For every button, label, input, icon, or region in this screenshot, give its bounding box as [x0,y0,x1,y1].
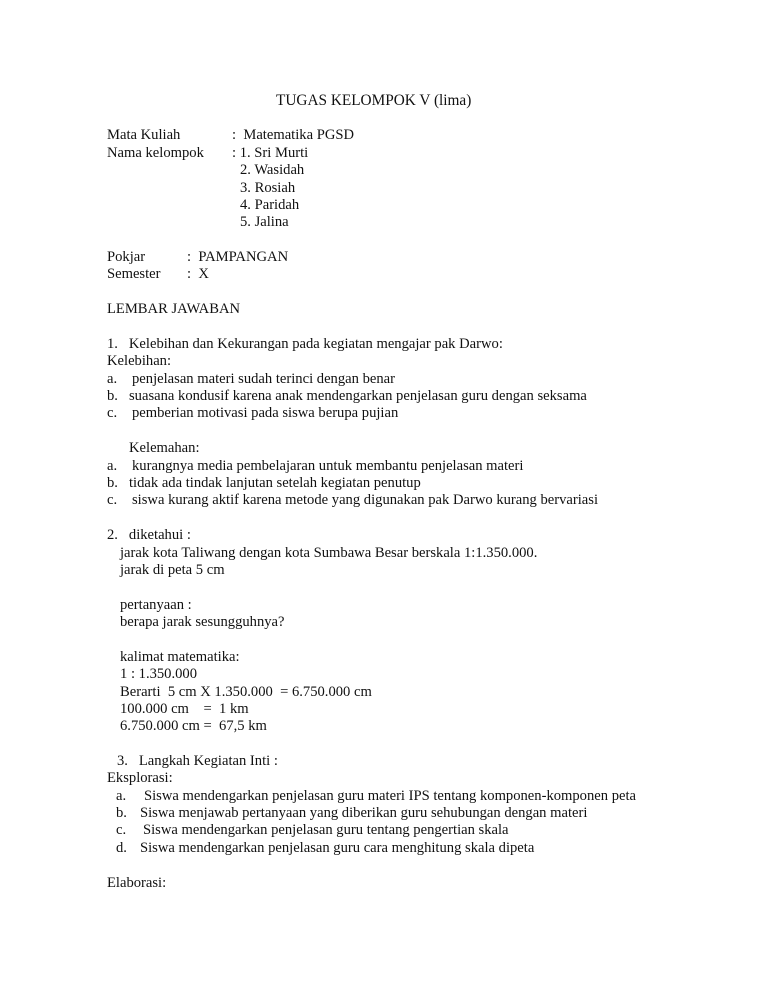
semester-label: Semester [107,266,161,282]
list-item: Siswa menjawab pertanyaan yang diberikan guru sehubungan dengan materi [140,805,588,821]
math-line: 6.750.000 cm = 67,5 km [120,718,267,734]
question-text: berapa jarak sesungguhnya? [120,614,285,630]
pokjar-label: Pokjar [107,249,146,265]
member-item: 4. Paridah [240,197,300,213]
list-item: suasana kondusif karena anak mendengarkan penjelasan guru dengan seksama [129,388,587,404]
pokjar-value: : PAMPANGAN [187,249,289,265]
list-item: siswa kurang aktif karena metode yang digunakan pak Darwo kurang bervariasi [132,492,599,508]
section-title: LEMBAR JAWABAN [107,301,241,317]
document-title: TUGAS KELOMPOK V (lima) [276,92,472,109]
list-item: Siswa mendengarkan penjelasan guru materi IPS tentang komponen-komponen peta [144,788,637,804]
math-line: Berarti 5 cm X 1.350.000 = 6.750.000 cm [120,684,372,700]
member-item: 5. Jalina [240,214,289,230]
known-line: jarak di peta 5 cm [120,562,225,578]
kelebihan-label: Kelebihan: [107,353,172,369]
elaborasi-label: Elaborasi: [107,875,167,891]
math-line: 100.000 cm = 1 km [120,701,249,717]
list-marker: d. [116,840,127,856]
list-item: penjelasan materi sudah terinci dengan benar [132,371,395,387]
mata-kuliah-value: : Matematika PGSD [232,127,355,143]
kelemahan-label: Kelemahan: [129,440,200,456]
list-item: Siswa mendengarkan penjelasan guru tentang pengertian skala [143,822,509,838]
list-marker: c. [116,822,127,838]
list-marker: b. [107,475,118,491]
q2-heading: 2. diketahui : [107,527,191,543]
list-item: kurangnya media pembelajaran untuk membantu penjelasan materi [132,458,524,474]
known-line: jarak kota Taliwang dengan kota Sumbawa Besar berskala 1:1.350.000. [120,545,538,561]
list-item: tidak ada tindak lanjutan setelah kegiatan penutup [129,475,421,491]
member-item: 3. Rosiah [240,180,296,196]
list-marker: a. [107,458,118,474]
question-label: pertanyaan : [120,597,192,613]
q3-heading: 3. Langkah Kegiatan Inti : [117,753,278,769]
q1-heading: 1. Kelebihan dan Kekurangan pada kegiatan mengajar pak Darwo: [107,336,503,352]
nama-kelompok-label: Nama kelompok [107,145,204,161]
list-marker: b. [116,805,127,821]
member-item: : 1. Sri Murti [232,145,309,161]
eksplorasi-label: Eksplorasi: [107,770,173,786]
list-item: Siswa mendengarkan penjelasan guru cara menghitung skala dipeta [140,840,535,856]
list-marker: b. [107,388,118,404]
list-marker: c. [107,405,118,421]
list-marker: a. [107,371,118,387]
list-marker: a. [116,788,127,804]
mata-kuliah-label: Mata Kuliah [107,127,181,143]
list-marker: c. [107,492,118,508]
math-line: 1 : 1.350.000 [120,666,198,682]
math-label: kalimat matematika: [120,649,240,665]
list-item: pemberian motivasi pada siswa berupa pujian [132,405,399,421]
member-item: 2. Wasidah [240,162,305,178]
semester-value: : X [187,266,209,282]
